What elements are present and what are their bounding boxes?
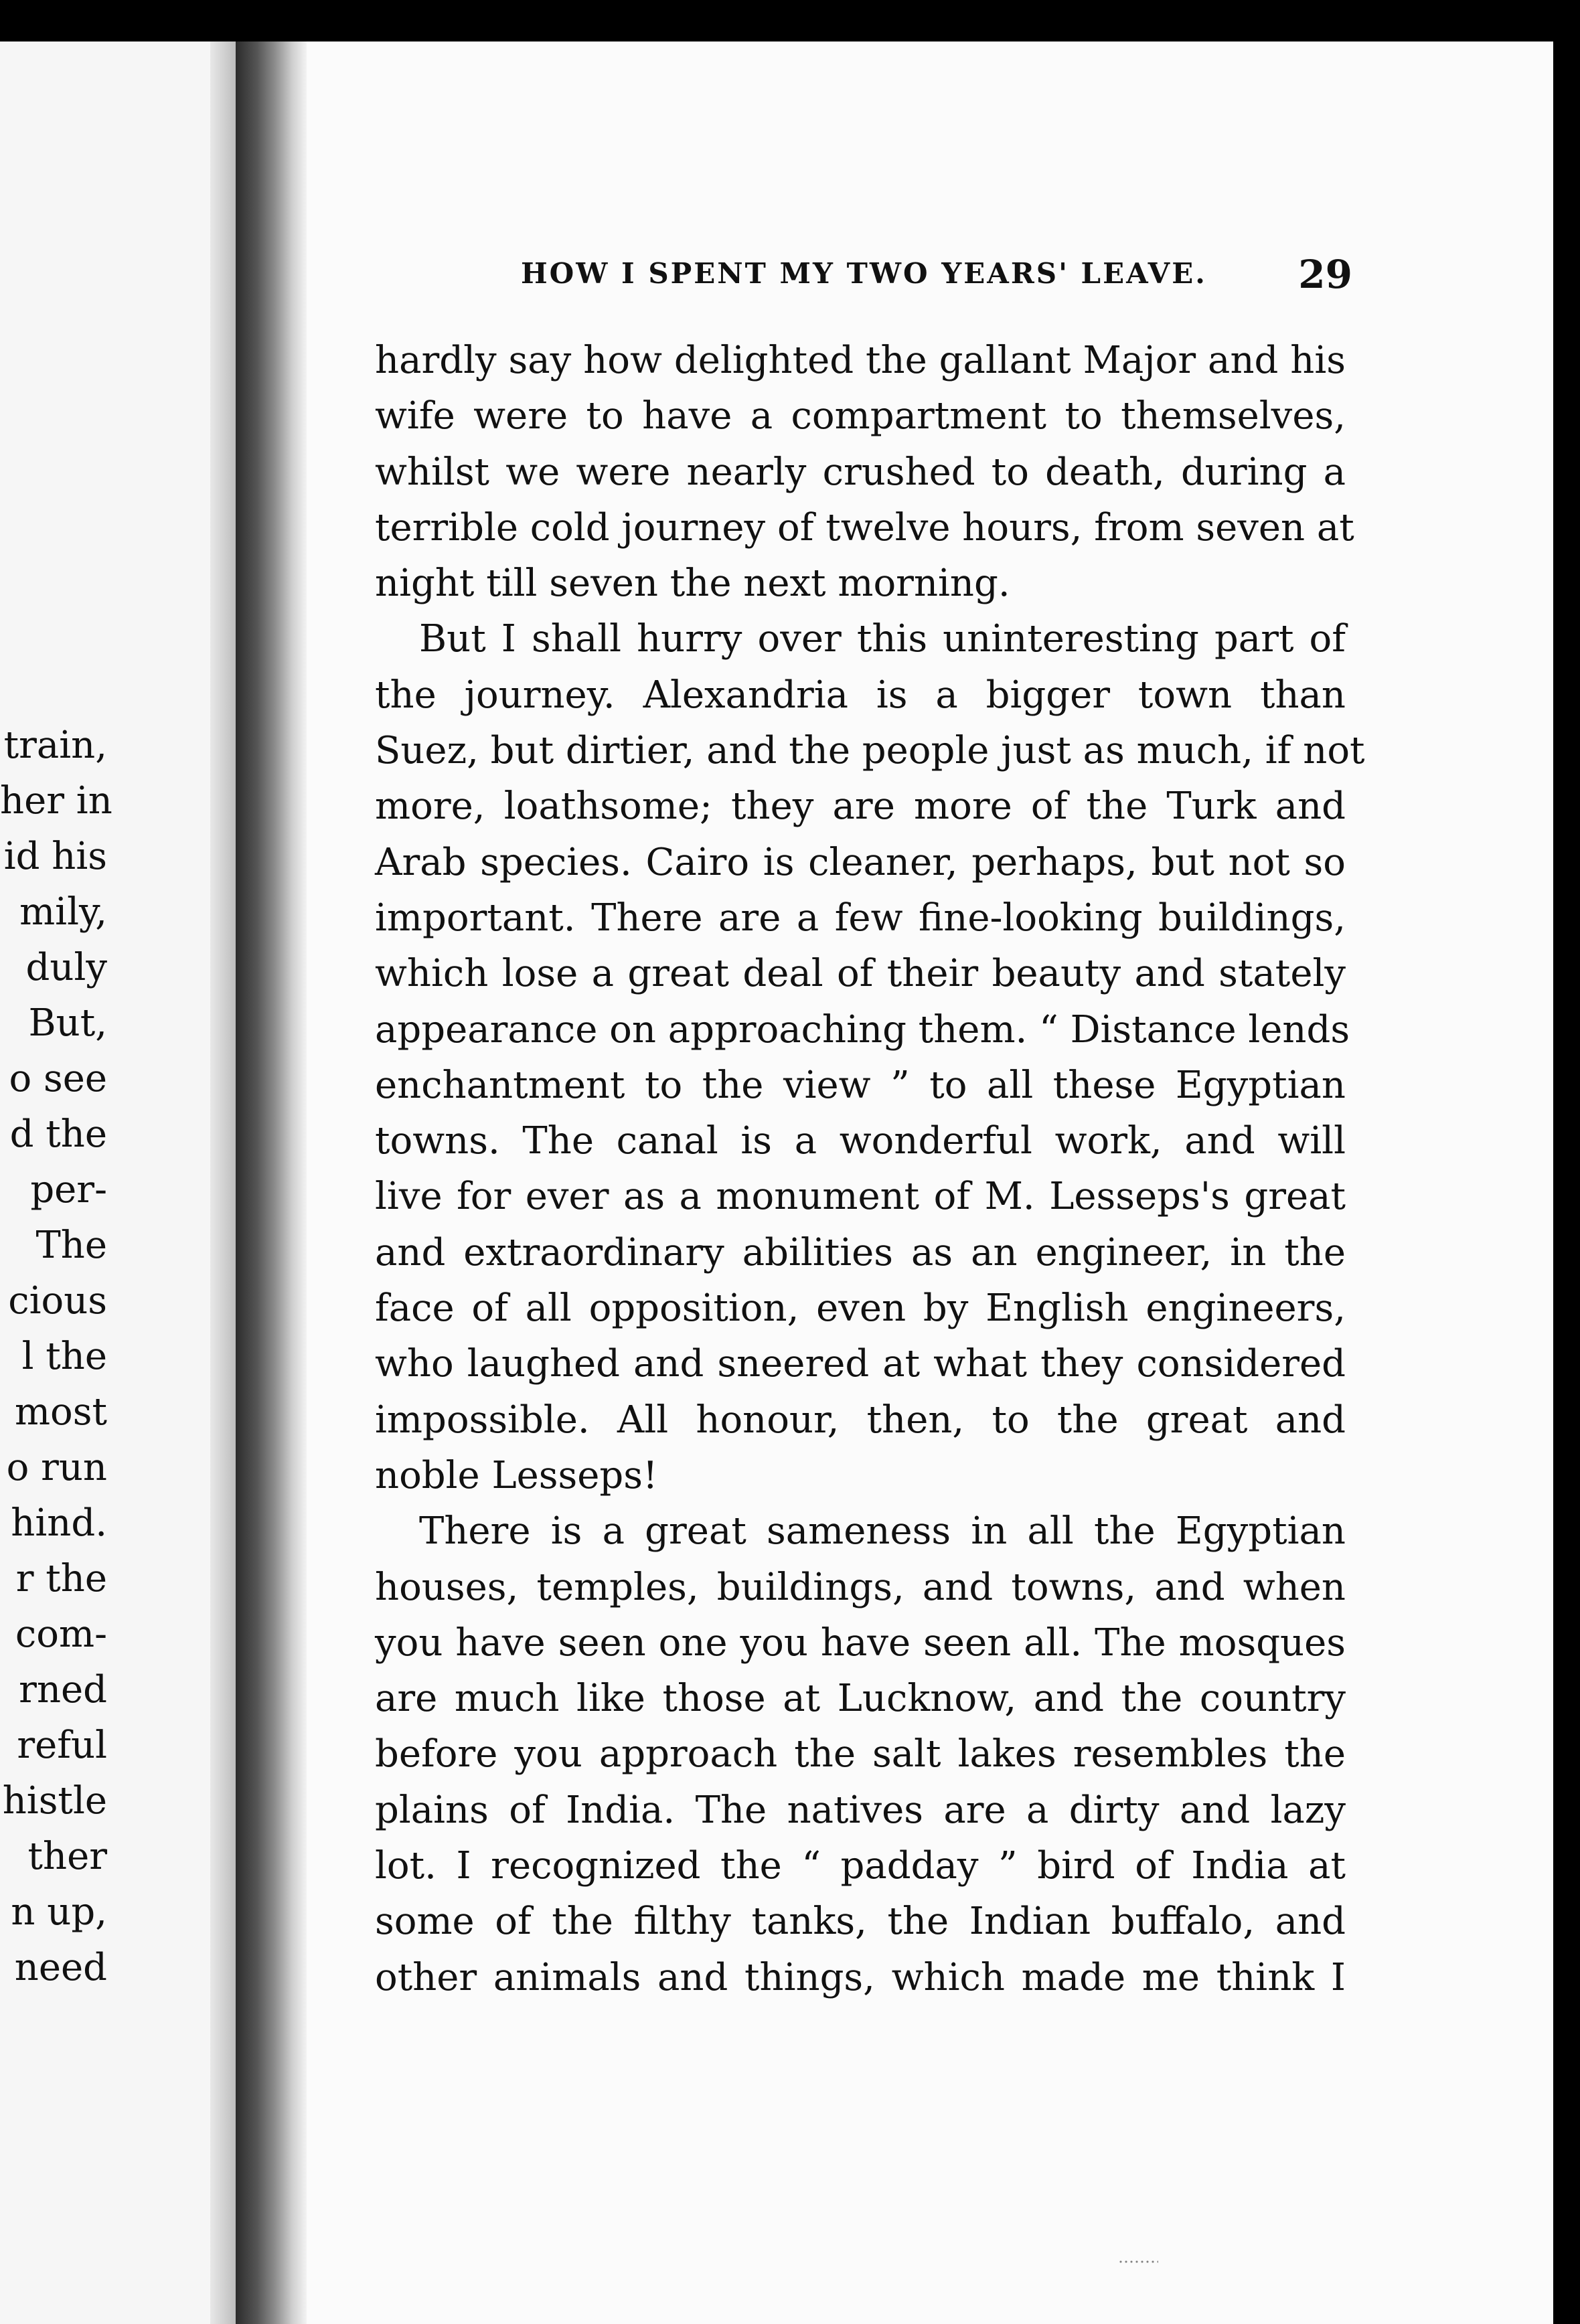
text-line: which lose a great deal of their beauty and stately [375, 952, 1346, 996]
left-line: r the [15, 1557, 107, 1600]
left-page-fragment [0, 42, 236, 2324]
text-line: more, loathsome; they are more of the Turk and [375, 784, 1346, 829]
body-text [375, 333, 1365, 2005]
left-line: cious [8, 1279, 107, 1323]
text-line: enchantment to the view ” to all these Egyptian [375, 1063, 1346, 1107]
text-line: live for ever as a monument of M. Lesseps's great [375, 1175, 1346, 1219]
scan-right-border [1553, 42, 1580, 2324]
text-line: whilst we were nearly crushed to death, during a [375, 450, 1346, 494]
left-line: hind. [11, 1501, 107, 1545]
left-page-text [0, 718, 112, 1995]
left-line: id his [3, 835, 107, 878]
left-line: duly [25, 946, 107, 989]
left-line: histle [2, 1779, 107, 1823]
text-line: impossible. All honour, then, to the great and [375, 1398, 1346, 1442]
left-line: o see [9, 1057, 107, 1100]
left-line: l the [21, 1335, 107, 1378]
text-line: noble Lesseps! [375, 1453, 658, 1497]
text-line: appearance on approaching them. “ Distance lends [375, 1007, 1350, 1052]
text-line: you have seen one you have seen all. The mosques [375, 1621, 1346, 1665]
scan-top-border [0, 0, 1580, 42]
text-line: hardly say how delighted the gallant Major and his [375, 339, 1346, 382]
text-line: houses, temples, buildings, and towns, and when [375, 1565, 1346, 1609]
text-line: other animals and things, which made me think I [375, 1955, 1346, 1999]
left-line: most [14, 1390, 107, 1434]
text-line: But I shall hurry over this uninteresting part of [419, 617, 1346, 661]
text-line: There is a great sameness in all the Egyptian [419, 1509, 1346, 1554]
left-line: The [35, 1224, 107, 1267]
left-line: rned [19, 1668, 107, 1712]
left-line: mily, [19, 890, 107, 934]
text-line: important. There are a few fine-looking buildings, [375, 896, 1346, 940]
text-line: Arab species. Cairo is cleaner, perhaps, but not so [375, 840, 1346, 884]
scan-speck [1118, 2259, 1158, 2264]
left-line: need [14, 1946, 107, 1989]
left-line: her in [0, 779, 112, 823]
text-line: lot. I recognized the “ padday ” bird of India at [375, 1844, 1346, 1888]
text-line: are much like those at Lucknow, and the country [375, 1677, 1346, 1721]
left-line: d the [9, 1112, 107, 1156]
left-line: reful [17, 1724, 107, 1767]
text-line: towns. The canal is a wonderful work, and will [375, 1119, 1346, 1163]
left-line: per- [30, 1168, 107, 1212]
text-line: some of the filthy tanks, the Indian buffalo, and [375, 1900, 1346, 1944]
text-line: before you approach the salt lakes resembles the [375, 1732, 1346, 1776]
left-line: n up, [11, 1890, 107, 1934]
left-line: o run [6, 1446, 107, 1489]
text-line: plains of India. The natives are a dirty and lazy [375, 1788, 1346, 1832]
text-line: wife were to have a compartment to themselves, [375, 394, 1346, 438]
left-line: com- [15, 1612, 107, 1656]
text-line: the journey. Alexandria is a bigger town than [375, 673, 1346, 717]
text-line: night till seven the next morning. [375, 562, 1010, 606]
text-line: and extraordinary abilities as an engineer, in the [375, 1230, 1346, 1274]
left-line: train, [3, 724, 107, 767]
text-line: Suez, but dirtier, and the people just as much, if not [375, 729, 1365, 773]
text-line: terrible cold journey of twelve hours, from seven at [375, 505, 1354, 550]
book-gutter-shadow [236, 42, 307, 2324]
left-line: But, [28, 1001, 107, 1045]
page-number: 29 [1298, 252, 1352, 297]
running-header [521, 254, 1352, 301]
left-line: ther [27, 1835, 107, 1878]
left-page-edge-shade [210, 42, 236, 2324]
text-line: who laughed and sneered at what they considered [375, 1342, 1346, 1386]
text-line: face of all opposition, even by English engineers, [375, 1286, 1346, 1331]
running-title: HOW I SPENT MY TWO YEARS' LEAVE. [521, 257, 1207, 290]
